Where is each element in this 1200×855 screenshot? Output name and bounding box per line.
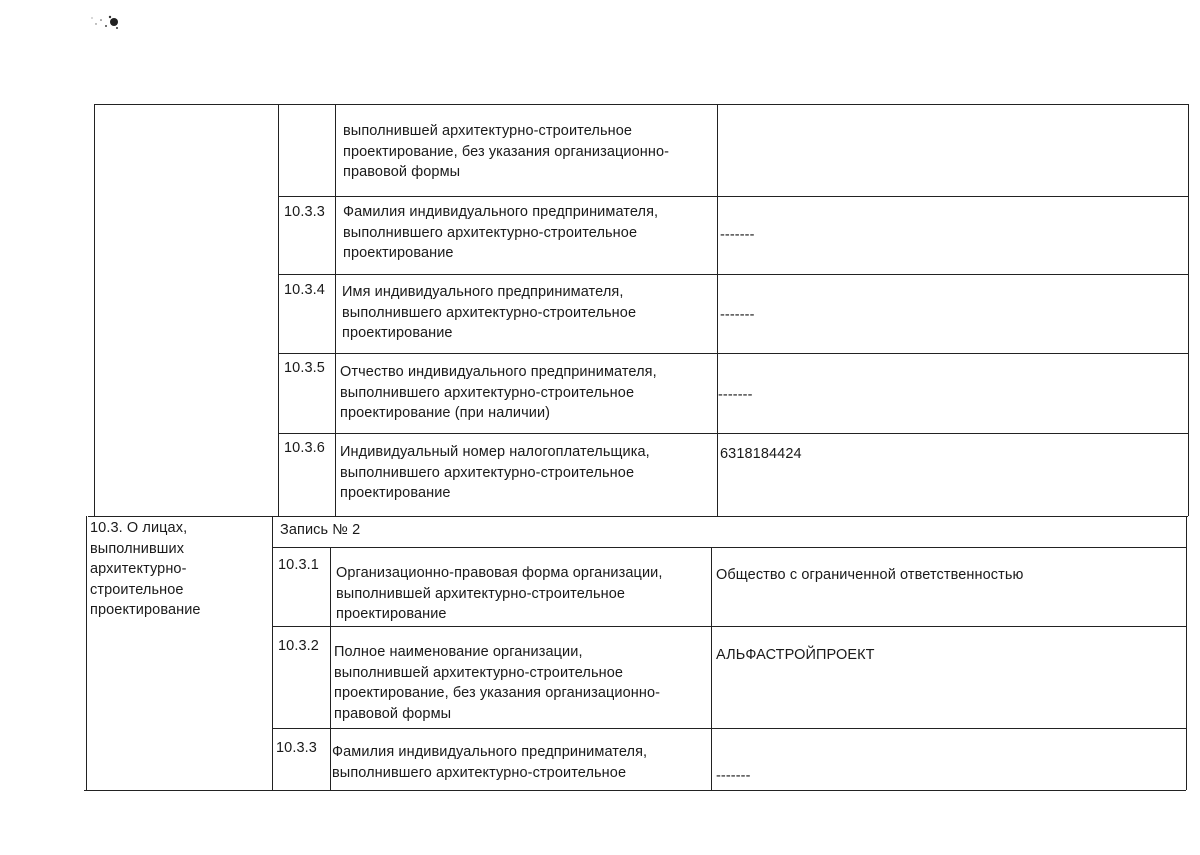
table-border <box>1188 104 1189 516</box>
table-row-value: АЛЬФАСТРОЙПРОЕКТ <box>716 647 875 663</box>
section-title: 10.3. О лицах, выполнивших архитектурно- строительное проектирование <box>90 520 201 618</box>
table-border <box>94 104 1188 105</box>
table-row-value: Общество с ограниченной ответственностью <box>716 567 1024 583</box>
table-row-label: Имя индивидуального предпринимателя, выполнившего архитектурно-строительное проектирование <box>342 284 637 341</box>
table-border <box>278 104 279 516</box>
table-border <box>278 353 1188 354</box>
table-border <box>272 626 1187 627</box>
table-row-value: 6318184424 <box>720 446 802 462</box>
table-border <box>717 104 718 516</box>
table-border <box>335 104 336 516</box>
table-border <box>330 547 331 790</box>
table-row-value: ------- <box>720 307 755 323</box>
table-border <box>84 790 1186 791</box>
table-row-value: ------- <box>716 768 751 784</box>
row-number: 10.3.4 <box>284 282 325 298</box>
table-border <box>278 274 1188 275</box>
table-border <box>272 516 273 790</box>
table-border <box>88 516 1188 517</box>
scan-speck-icon <box>86 8 126 36</box>
row-number: 10.3.3 <box>276 740 317 756</box>
table-row-label: Организационно-правовая форма организации, выполнившей архитектурно-строительное проектирование <box>336 565 663 622</box>
table-border <box>86 516 87 790</box>
table-border <box>1186 516 1187 790</box>
table-row-label: Полное наименование организации, выполнившей архитектурно-строительное проектирование, без указания организационно- правовой формы <box>334 644 661 722</box>
table-row-value: ------- <box>718 387 753 403</box>
table-row-label: выполнившей архитектурно-строительное проектирование, без указания организационно- правовой формы <box>343 123 670 180</box>
table-row-value: ------- <box>720 227 755 243</box>
row-number: 10.3.6 <box>284 440 325 456</box>
table-border <box>278 433 1188 434</box>
row-number: 10.3.3 <box>284 204 325 220</box>
record-header: Запись № 2 <box>280 522 361 538</box>
table-border <box>711 547 712 790</box>
table-row-label: Индивидуальный номер налогоплательщика, выполнившего архитектурно-строительное проектирование <box>340 444 650 501</box>
row-number: 10.3.5 <box>284 360 325 376</box>
table-row-label: Фамилия индивидуального предпринимателя, выполнившего архитектурно-строительное проектирование <box>343 204 659 261</box>
row-number: 10.3.1 <box>278 557 319 573</box>
table-border <box>94 104 95 516</box>
table-row-label: Фамилия индивидуального предпринимателя, выполнившего архитектурно-строительное <box>332 744 648 781</box>
row-number: 10.3.2 <box>278 638 319 654</box>
table-border <box>278 196 1188 197</box>
table-border <box>272 728 1187 729</box>
table-row-label: Отчество индивидуального предпринимателя, выполнившего архитектурно-строительное проектирование (при наличии) <box>340 364 657 421</box>
table-border <box>272 547 1187 548</box>
